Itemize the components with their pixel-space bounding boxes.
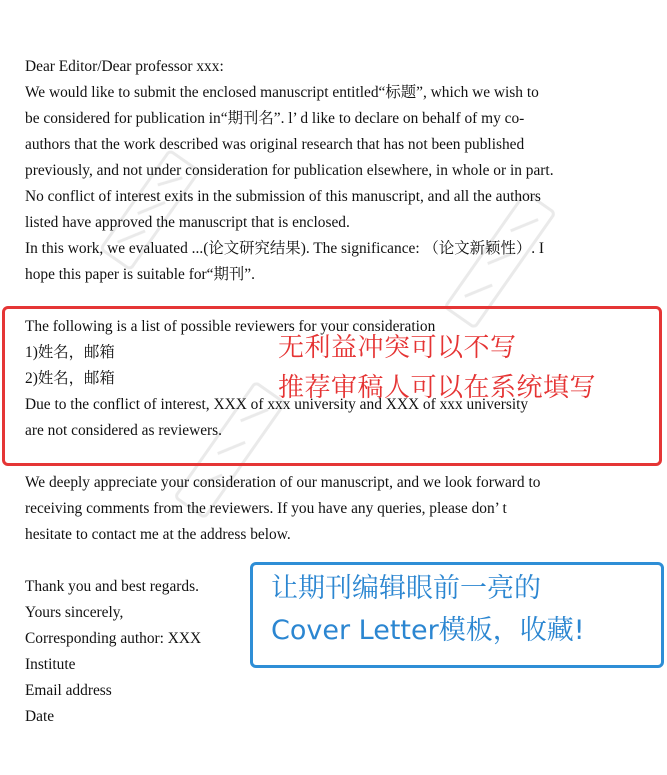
sincerely-line: Yours sincerely,: [25, 604, 124, 621]
conflict-line: Due to the conflict of interest, XXX of xxx university and XXX of xxx university: [25, 396, 529, 413]
para3-line: hesitate to contact me at the address below.: [25, 526, 291, 543]
email-line: Email address: [25, 682, 112, 699]
conflict-line: are not considered as reviewers.: [25, 422, 222, 439]
reviewer-item: 2)姓名，邮箱: [25, 370, 115, 387]
para3-line: receiving comments from the reviewers. If you have any queries, please don’ t: [25, 500, 507, 517]
para1-line: No conflict of interest exits in the submission of this manuscript, and all the authors: [25, 188, 541, 205]
red-annotation-line: 无利益冲突可以不写: [278, 333, 517, 363]
para1-line: We would like to submit the enclosed manuscript entitled“标题”, which we wish to: [25, 84, 539, 101]
blue-annotation-line: 让期刊编辑眼前一亮的: [271, 573, 541, 604]
para1-line: previously, and not under consideration for publication elsewhere, in whole or in part.: [25, 162, 554, 179]
para1-line: be considered for publication in“期刊名”. l’ d like to declare on behalf of my co-: [25, 110, 525, 127]
reviewers-intro: The following is a list of possible reviewers for your consideration: [25, 318, 436, 335]
red-annotation: [278, 328, 596, 408]
thanks-line: Thank you and best regards.: [25, 578, 199, 595]
institute-line: Institute: [25, 656, 76, 673]
para1-line: listed have approved the manuscript that is enclosed.: [25, 214, 350, 231]
para3-line: We deeply appreciate your consideration of our manuscript, and we look forward to: [25, 474, 541, 491]
blue-annotation: [271, 568, 585, 652]
red-annotation-line: 推荐审稿人可以在系统填写: [278, 373, 597, 403]
para2-line: hope this paper is suitable for“期刊”.: [25, 266, 255, 283]
para1-line: authors that the work described was original research that has not been published: [25, 136, 525, 153]
para2-line: In this work, we evaluated ...(论文研究结果). The significance: （论文新颖性）. I: [25, 240, 545, 257]
reviewer-item: 1)姓名，邮箱: [25, 344, 115, 361]
salutation: Dear Editor/Dear professor xxx:: [25, 58, 224, 75]
corresponding-author: Corresponding author: XXX: [25, 630, 202, 647]
blue-annotation-line: Cover Letter模板，收藏!: [271, 615, 585, 646]
date-line: Date: [25, 708, 55, 725]
